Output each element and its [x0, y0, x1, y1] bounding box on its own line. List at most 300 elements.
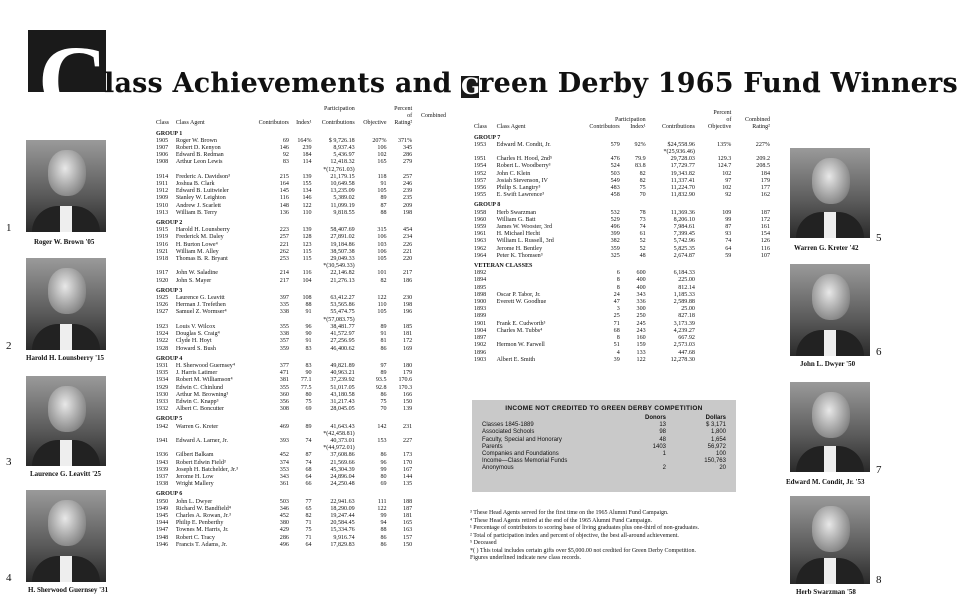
contributions: 37,608.86: [330, 452, 355, 459]
contributors: 71: [613, 320, 620, 327]
participation-index: 159: [636, 342, 646, 349]
table-row: [154, 309, 448, 316]
table-row: [472, 163, 772, 170]
combined-rating: 198: [403, 302, 413, 309]
participation-index: 336: [636, 299, 646, 306]
class-agent: William B. Terry: [175, 209, 218, 216]
combined-rating: 165: [403, 520, 413, 527]
group-label: VETERAN CLASSES: [474, 263, 533, 270]
table-row: [154, 363, 448, 370]
contributors: 359: [610, 245, 620, 252]
participation-index: 134: [302, 188, 312, 195]
contributors: 360: [279, 391, 289, 398]
table-row: [154, 270, 448, 277]
percent-objective: 69: [380, 481, 387, 488]
class-agent: William G. Batt: [496, 216, 536, 223]
percent-objective: 97: [380, 362, 387, 369]
index-header: Index¹: [630, 124, 646, 131]
combined-rating: [389, 263, 415, 270]
contributors: 476: [610, 156, 620, 163]
percent-objective: [697, 306, 733, 313]
class-agent: J. Harris Latimer: [175, 370, 218, 377]
percent-objective: 93.5: [375, 377, 387, 384]
table-row: [472, 313, 772, 320]
percent-objective: 86: [380, 534, 387, 541]
table-row: [154, 542, 448, 549]
combined-rating: 170.3: [398, 384, 413, 391]
contributors: [576, 149, 622, 156]
class-agent: Herb Swarzman: [496, 209, 537, 216]
combined-rating: [733, 328, 772, 335]
footnote: ² Total of participation index and percent of objective, the best all-around achievement.: [470, 532, 679, 539]
class-year: 1910: [156, 202, 169, 209]
class-header: Class: [474, 124, 488, 131]
combined-rating: 196: [403, 309, 413, 316]
income-row: [480, 422, 728, 429]
income-row: [480, 444, 728, 451]
contributors: 308: [279, 406, 289, 413]
class-agent: Francis T. Adams, Jr.: [175, 541, 228, 548]
class-year: [154, 167, 174, 174]
percent-objective: [697, 292, 733, 299]
participation-index: 343: [636, 291, 646, 298]
contributions: 24,896.04: [330, 473, 355, 480]
contributions: 9,916.74: [333, 534, 355, 541]
combined-rating: 126: [760, 238, 770, 245]
combined-rating: 209.2: [756, 156, 770, 163]
class-agent: Joshua B. Clark: [175, 181, 215, 188]
class-year: 1897: [474, 335, 487, 342]
income-dollars: 20: [719, 465, 726, 472]
photo-caption-1: Roger W. Brown '05: [34, 238, 95, 246]
title-part-1: lass Achievements and: [104, 68, 452, 99]
photo-caption-5: Warren G. Kreter '42: [794, 244, 859, 252]
class-year: 1892: [474, 270, 487, 277]
table-row: [472, 224, 772, 231]
class-year: 1944: [156, 520, 169, 527]
percent-objective: 91: [380, 181, 387, 188]
participation-index: [622, 149, 648, 156]
participation-index: 155: [302, 181, 312, 188]
class-agent: [495, 335, 576, 342]
contributors: 393: [279, 437, 289, 444]
percent-objective: [697, 285, 733, 292]
combined-rating: 226: [403, 241, 413, 248]
class-agent: John W. Saladine: [175, 270, 218, 277]
percent-objective: 80: [380, 473, 387, 480]
photo-caption-8: Herb Swarzman '58: [796, 588, 856, 596]
class-agent: Edward B. Luitwieler: [175, 188, 229, 195]
contributions: *(25,936.46): [663, 149, 695, 156]
contributions: 2,589.88: [673, 299, 695, 306]
contributors: 452: [279, 512, 289, 519]
combined-rating: 135: [403, 481, 413, 488]
contributors: 429: [279, 527, 289, 534]
contributions: 46,400.62: [330, 345, 355, 352]
contributions: 11,832.90: [670, 192, 695, 199]
contributions: 11,099.19: [330, 202, 355, 209]
class-year: 1935: [156, 370, 169, 377]
participation-header: Participation: [615, 117, 646, 124]
combined-rating: 107: [760, 252, 770, 259]
combined-rating: 279: [403, 159, 413, 166]
photo-caption-7: Edward M. Condit, Jr. '53: [786, 478, 865, 486]
class-year: 1928: [156, 345, 169, 352]
combined-rating: [389, 317, 415, 324]
photo-number-2: 2: [6, 340, 12, 352]
class-year: 1934: [156, 377, 169, 384]
participation-index: 110: [302, 209, 312, 216]
class-year: 1962: [474, 245, 487, 252]
class-year: 1933: [156, 398, 169, 405]
income-donors: 48: [659, 436, 666, 443]
contributions: 37,239.92: [330, 377, 355, 384]
combined-rating: 150: [403, 541, 413, 548]
class-agent: Richard W. Bandfield⁴: [175, 505, 231, 512]
class-agent: Wright Mallery: [175, 481, 214, 488]
contributors: 357: [279, 338, 289, 345]
contributors: 338: [279, 309, 289, 316]
contributors: [251, 167, 291, 174]
contributions: 15,334.76: [330, 527, 355, 534]
contributions: 19,247.44: [330, 512, 355, 519]
class-year: 1925: [156, 295, 169, 302]
contributors: 223: [279, 227, 289, 234]
class-year: [154, 317, 174, 324]
contributions: 20,584.45: [330, 520, 355, 527]
class-year: 1908: [156, 159, 169, 166]
class-agent: John C. Klein: [496, 170, 531, 177]
combined-rating: 166: [403, 391, 413, 398]
percent-objective: 75: [380, 398, 387, 405]
footnote: ¹ Percentage of contributors to scoring base of living graduates plus one-third of non-graduates.: [470, 525, 700, 531]
group-label: GROUP 7: [474, 134, 501, 141]
table-row: [154, 474, 448, 481]
agent-header: Class Agent: [175, 120, 205, 127]
contributors: 356: [279, 398, 289, 405]
income-source: Companies and Foundations: [482, 451, 559, 458]
class-agent: [495, 350, 576, 357]
percent-objective: 101: [377, 270, 387, 277]
class-year: 1914: [156, 173, 169, 180]
class-year: 1960: [474, 216, 487, 223]
contributions: 22,941.63: [330, 498, 355, 505]
group-heading: [472, 260, 772, 270]
contributors: 136: [279, 209, 289, 216]
contributors: 217: [279, 277, 289, 284]
percent-objective: [697, 270, 733, 277]
combined-rating: 177: [760, 185, 770, 192]
percent-objective: 109: [722, 209, 732, 216]
income-source: Associated Schools: [482, 429, 535, 436]
table-row: [472, 210, 772, 217]
contributors: 47: [613, 299, 620, 306]
participation-index: 52: [639, 238, 646, 245]
contributions: 7,399.45: [673, 231, 695, 238]
class-agent: [174, 431, 251, 438]
percent-objective: [697, 277, 733, 284]
participation-index: 90: [305, 331, 312, 338]
participation-index: 89: [305, 423, 312, 430]
class-year: 1936: [156, 452, 169, 459]
contributions: 21,569.66: [330, 459, 355, 466]
class-year: 1942: [156, 423, 169, 430]
group-heading: [154, 285, 448, 295]
class-agent: Charles A. Rowan, Jr.³: [175, 512, 231, 519]
class-year: 1949: [156, 505, 169, 512]
table-row: [472, 350, 772, 357]
of-header: of: [407, 113, 413, 120]
contributions: 58,407.69: [330, 227, 355, 234]
class-agent: Douglas S. Craig⁴: [175, 331, 220, 338]
combined-rating: [733, 277, 772, 284]
percent-objective: 74: [725, 238, 732, 245]
contributions: 7,984.61: [673, 224, 695, 231]
drop-cap-block: [28, 26, 108, 133]
table-row: [472, 178, 772, 185]
footnote: ³ These Head Agents served for the first time on the 1965 Alumni Fund Campaign.: [470, 510, 669, 516]
table-row: [472, 285, 772, 292]
contributors: 325: [610, 252, 620, 259]
photo-number-1: 1: [6, 222, 12, 234]
portrait-photo-6: [790, 264, 870, 356]
class-agent: Edward M. Condit, Jr.: [496, 141, 551, 148]
table-row: [154, 324, 448, 331]
table-row: [154, 460, 448, 467]
income-not-credited-box: [472, 400, 736, 492]
photo-number-4: 4: [6, 572, 12, 584]
participation-index: 77: [305, 498, 312, 505]
contributions: 53,565.86: [330, 302, 355, 309]
combined-rating: 221: [403, 248, 413, 255]
table-row: [154, 527, 448, 534]
income-row: [480, 429, 728, 436]
percent-objective: 129.3: [717, 156, 732, 163]
contributors: 164: [279, 181, 289, 188]
class-year: 1896: [474, 349, 487, 356]
percent-objective: 135%: [717, 141, 732, 148]
participation-index: 122: [636, 356, 646, 363]
table-row: [154, 167, 448, 174]
combined-rating: 227: [403, 437, 413, 444]
index-header: Index¹: [296, 120, 312, 127]
percent-objective: 96: [380, 459, 387, 466]
objective-header: Objective: [708, 124, 732, 131]
participation-index: 139: [302, 227, 312, 234]
table-row: [154, 338, 448, 345]
combined-rating: 217: [403, 270, 413, 277]
participation-index: 400: [636, 277, 646, 284]
class-year: [472, 149, 495, 156]
percent-objective: [697, 357, 733, 364]
percent-objective: 102: [722, 170, 732, 177]
class-agent: Herman J. Trefethen: [175, 302, 226, 309]
contributors: 503: [610, 170, 620, 177]
contributors: 343: [279, 473, 289, 480]
combined-rating: 173: [403, 452, 413, 459]
percent-objective: 92.8: [375, 384, 387, 391]
percent-objective: 87: [725, 224, 732, 231]
table-row: [154, 210, 448, 217]
class-agent: Frederic A. Davidson³: [175, 173, 230, 180]
class-agent: Andrew J. Scarlett: [175, 202, 221, 209]
combined-rating: 286: [403, 152, 413, 159]
percent-objective: [697, 149, 733, 156]
class-agent: [174, 317, 251, 324]
participation-index: [291, 167, 314, 174]
participation-index: 75: [305, 398, 312, 405]
class-agent: Townes M. Harris, Jr.: [175, 527, 229, 534]
class-year: 1927: [156, 309, 169, 316]
contributions: 2,573.03: [673, 342, 695, 349]
contributions: 40,373.01: [330, 437, 355, 444]
footnote: ⁴ These Head Agents retired at the end of the 1965 Alumni Fund Campaign.: [470, 517, 652, 524]
class-year: 1957: [474, 177, 487, 184]
contributions: 21,276.13: [330, 277, 355, 284]
percent-objective: 86: [380, 541, 387, 548]
contributors: 116: [279, 195, 289, 202]
table-row: [472, 306, 772, 313]
class-year: 1932: [156, 406, 169, 413]
combined-rating: 186: [403, 277, 413, 284]
contributors: 8: [616, 335, 620, 342]
contributions: 225.00: [678, 277, 695, 284]
class-agent: William L. Russell, 3rd: [496, 238, 554, 245]
contributions: 17,829.83: [330, 541, 355, 548]
contributions: 12,278.30: [670, 356, 695, 363]
class-year: 1920: [156, 277, 169, 284]
class-agent: Edwin C. Knapp³: [175, 398, 219, 405]
class-agent: Jerome H. Bentley: [496, 245, 543, 252]
percent-objective: 86: [380, 345, 387, 352]
participation-index: 48: [639, 252, 646, 259]
class-year: 1931: [156, 362, 169, 369]
combined-rating: 345: [403, 145, 413, 152]
table-row: [154, 138, 448, 145]
participation-index: 64: [305, 473, 312, 480]
class-agent: Louis V. Wilcox: [175, 323, 216, 330]
contributions: 5,389.02: [333, 195, 355, 202]
participation-index: 122: [302, 202, 312, 209]
participation-index: 83: [305, 345, 312, 352]
contributions: 25.00: [681, 306, 695, 313]
class-year: 1958: [474, 209, 487, 216]
class-year: 1919: [156, 234, 169, 241]
contributions: $ 9,726.18: [328, 137, 355, 144]
participation-header: Participation: [324, 106, 355, 112]
class-agent: Robert Edwin Field³: [175, 459, 226, 466]
combined-rating: 163: [403, 527, 413, 534]
participation-index: 114: [302, 159, 312, 166]
participation-index: 239: [302, 145, 312, 152]
class-agent: Peter K. Thomsen³: [496, 252, 543, 259]
combined-rating: 208.5: [756, 163, 770, 170]
contributors: 83: [282, 159, 289, 166]
participation-index: 83.8: [635, 163, 646, 170]
combined-rating: 181: [403, 331, 413, 338]
contributors: 359: [279, 345, 289, 352]
participation-index: 73: [639, 216, 646, 223]
participation-index: [291, 263, 314, 270]
contributions: 29,728.03: [670, 156, 695, 163]
portrait-photo-4: [26, 490, 106, 582]
participation-index: 243: [636, 327, 646, 334]
percent-objective: 89: [380, 195, 387, 202]
percent-objective: 102: [377, 152, 387, 159]
combined-rating: [733, 313, 772, 320]
table-row: [154, 445, 448, 452]
participation-index: 66: [305, 481, 312, 488]
contributors: 496: [610, 224, 620, 231]
table-row: [154, 195, 448, 202]
class-agent: Arthur M. Browning³: [175, 391, 229, 398]
class-agent: Jerome H. Low: [175, 473, 214, 480]
contributions: 38,507.38: [330, 248, 355, 255]
table-row: [154, 256, 448, 263]
contributions: *(57,083.75): [323, 316, 355, 323]
contributors: 549: [610, 177, 620, 184]
percent-objective: 97: [725, 177, 732, 184]
class-year: 1956: [474, 185, 487, 192]
income-row: [480, 451, 728, 458]
contributors: 361: [279, 481, 289, 488]
table-row: [472, 321, 772, 328]
class-year: 1916: [156, 241, 169, 248]
class-agent: H. Michael Hecht: [496, 231, 541, 238]
contributors-header: Contributors: [258, 120, 289, 127]
contributors-header: Contributors: [589, 124, 620, 131]
contributions: 11,224.70: [670, 185, 695, 192]
contributions: 38,481.77: [330, 323, 355, 330]
class-agent: Philip E. Penberthy: [175, 520, 224, 527]
class-year: 1939: [156, 466, 169, 473]
group-heading: [472, 199, 772, 209]
class-year: 1907: [156, 145, 169, 152]
title-text: [104, 68, 958, 99]
contributions: 19,343.82: [670, 170, 695, 177]
percent-objective: 89: [380, 370, 387, 377]
class-year: [154, 431, 174, 438]
class-year: 1945: [156, 512, 169, 519]
participation-index: [291, 431, 314, 438]
contributors: 257: [279, 234, 289, 241]
table-row: [154, 392, 448, 399]
contributions: 667.92: [678, 335, 695, 342]
contributions: 27,256.95: [330, 338, 355, 345]
income-source: Classes 1845-1889: [482, 422, 534, 429]
percent-objective: 106: [377, 145, 387, 152]
table-row: [154, 249, 448, 256]
rating-header: Rating²: [394, 120, 413, 127]
participation-index: 77.5: [300, 384, 312, 391]
participation-index: 74: [305, 459, 312, 466]
income-donors: 1403: [652, 443, 666, 450]
contributors: 496: [279, 541, 289, 548]
class-agent: Robert M. Williamson⁴: [175, 377, 233, 384]
combined-rating: 231: [403, 423, 413, 430]
class-year: 1961: [474, 231, 487, 238]
class-agent: Clyde H. Hoyt: [175, 338, 212, 345]
contributors: 338: [279, 331, 289, 338]
table-row: [472, 292, 772, 299]
combined-rating: [733, 270, 772, 277]
contributors: 471: [279, 370, 289, 377]
group-heading: [472, 132, 772, 142]
participation-index: 128: [302, 234, 312, 241]
right-results-table: [472, 110, 772, 364]
contributors: 483: [610, 185, 620, 192]
combined-rating: 188: [403, 498, 413, 505]
